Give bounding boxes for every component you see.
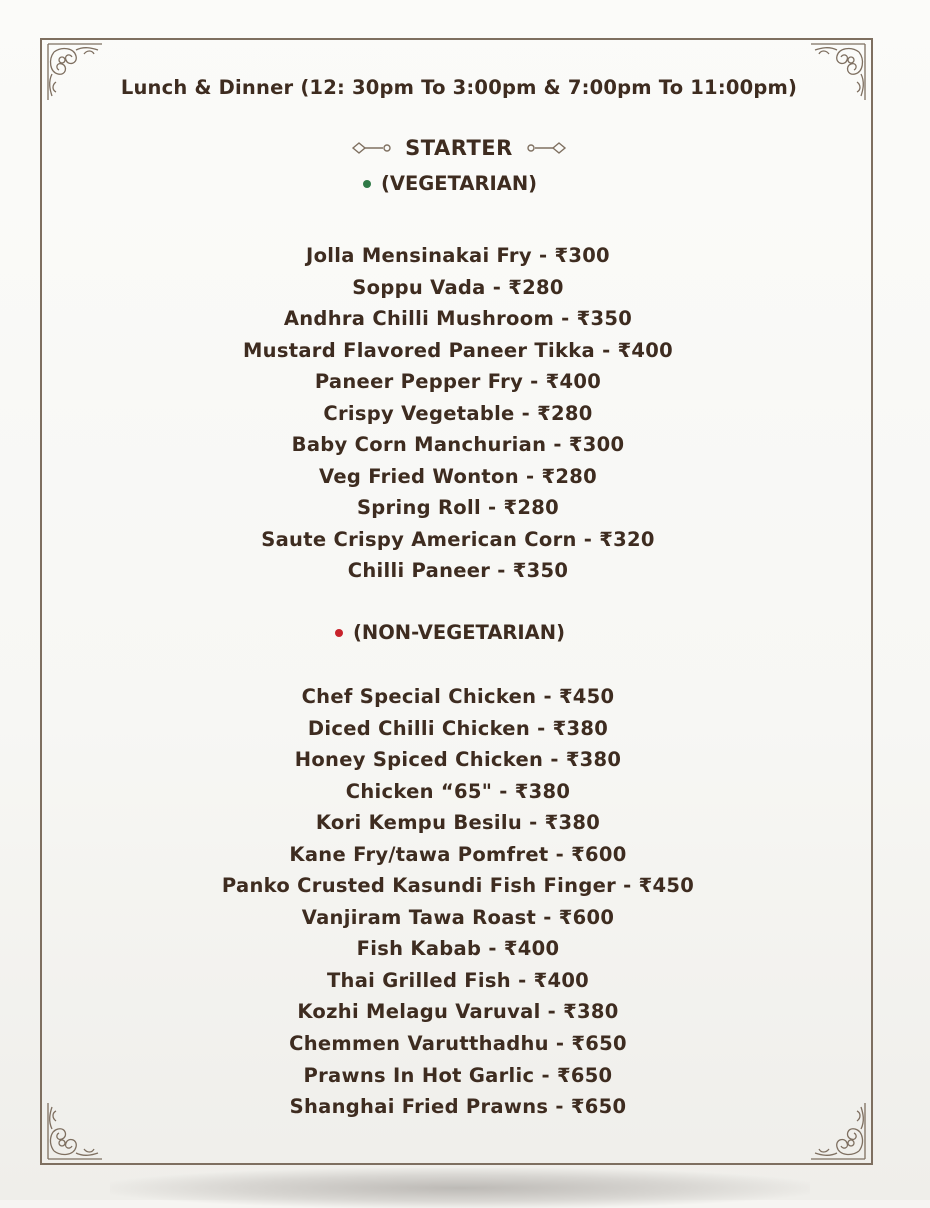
item-name: Shanghai Fried Prawns — [289, 1095, 549, 1119]
menu-item — [0, 996, 916, 1028]
menu-item — [0, 681, 916, 713]
separator: - — [518, 464, 542, 488]
separator: - — [480, 496, 504, 520]
item-name: Prawns In Hot Garlic — [303, 1063, 535, 1087]
item-price: ₹450 — [558, 685, 615, 708]
item-price: ₹280 — [537, 401, 593, 425]
separator: - — [531, 244, 555, 267]
separator: - — [536, 685, 559, 708]
item-price: ₹450 — [638, 874, 695, 898]
item-price: ₹400 — [533, 968, 590, 992]
item-name: Chemmen Varutthadhu — [289, 1032, 549, 1056]
item-name: Kori Kempu Besilu — [315, 811, 523, 835]
diamond-ornament-icon — [523, 141, 567, 155]
item-name: Veg Fried Wonton — [319, 464, 519, 488]
separator: - — [594, 338, 618, 362]
separator: - — [511, 968, 534, 992]
item-price: ₹380 — [544, 811, 601, 835]
separator: - — [522, 811, 545, 835]
section-title: STARTER — [405, 136, 513, 160]
item-price: ₹380 — [563, 1000, 619, 1024]
item-price: ₹400 — [617, 338, 674, 362]
item-price: ₹650 — [570, 1095, 627, 1119]
separator: - — [548, 1095, 571, 1119]
separator: - — [543, 748, 566, 772]
item-name: Chicken “65" — [345, 779, 493, 803]
menu-item — [0, 1060, 916, 1092]
non-vegetarian-items — [0, 681, 916, 1123]
item-price: ₹600 — [558, 905, 615, 929]
item-price: ₹400 — [545, 370, 602, 394]
separator: - — [485, 275, 509, 299]
item-price: ₹650 — [571, 1032, 627, 1056]
item-price: ₹380 — [514, 779, 571, 803]
menu-item — [0, 398, 916, 430]
category-label: (VEGETARIAN) — [380, 172, 538, 195]
separator: - — [554, 307, 577, 331]
menu-item — [0, 807, 916, 839]
menu-item — [0, 366, 916, 398]
item-name: Crispy Vegetable — [323, 401, 515, 425]
separator: - — [546, 433, 569, 457]
menu-item — [0, 713, 916, 745]
item-name: Vanjiram Tawa Roast — [301, 905, 537, 929]
separator: - — [534, 1063, 557, 1087]
item-name: Jolla Mensinakai Fry — [306, 244, 532, 267]
menu-item — [0, 555, 916, 587]
menu-item — [0, 870, 916, 902]
veg-dot-icon — [363, 180, 371, 188]
item-name: Chilli Paneer — [347, 559, 491, 583]
menu-item — [0, 461, 916, 493]
item-name: Thai Grilled Fish — [326, 968, 511, 992]
item-price: ₹350 — [576, 307, 633, 331]
diamond-ornament-icon — [351, 141, 395, 155]
separator: - — [548, 842, 572, 866]
item-price: ₹280 — [541, 464, 597, 488]
menu-item — [0, 965, 916, 997]
separator: - — [616, 874, 639, 898]
item-name: Kane Fry/tawa Pomfret — [289, 842, 549, 866]
separator: - — [514, 401, 538, 425]
item-name: Andhra Chilli Mushroom — [283, 307, 555, 331]
menu-item — [0, 429, 916, 461]
separator: - — [523, 370, 546, 394]
menu-item — [0, 524, 916, 556]
item-name: Mustard Flavored Paneer Tikka — [242, 338, 595, 362]
item-name: Fish Kabab — [356, 937, 482, 961]
non-vegetarian-heading — [0, 621, 900, 644]
section-heading — [0, 136, 918, 160]
item-price: ₹300 — [568, 433, 625, 457]
item-price: ₹280 — [508, 275, 564, 299]
item-name: Honey Spiced Chicken — [294, 748, 544, 772]
separator: - — [540, 1000, 564, 1024]
vegetarian-items — [0, 240, 916, 587]
separator: - — [492, 779, 515, 803]
background-blur — [110, 1168, 810, 1208]
item-name: Saute Crispy American Corn — [261, 527, 577, 551]
menu-item — [0, 839, 916, 871]
menu-item — [0, 902, 916, 934]
menu-item — [0, 1028, 916, 1060]
separator: - — [576, 527, 600, 551]
item-price: ₹400 — [503, 937, 560, 961]
item-price: ₹320 — [599, 527, 655, 551]
item-name: Panko Crusted Kasundi Fish Finger — [221, 874, 617, 898]
separator: - — [481, 937, 504, 961]
category-label: (NON-VEGETARIAN) — [352, 621, 565, 644]
item-name: Diced Chilli Chicken — [307, 716, 531, 740]
menu-item — [0, 776, 916, 808]
item-name: Baby Corn Manchurian — [291, 433, 547, 457]
separator: - — [490, 559, 513, 583]
item-name: Soppu Vada — [352, 275, 486, 299]
menu-item — [0, 1091, 916, 1123]
menu-item — [0, 933, 916, 965]
item-price: ₹380 — [552, 716, 609, 740]
menu-item — [0, 272, 916, 304]
item-price: ₹380 — [565, 748, 622, 772]
item-price: ₹280 — [503, 496, 560, 520]
item-name: Chef Special Chicken — [301, 685, 537, 708]
item-price: ₹350 — [512, 559, 569, 583]
menu-item — [0, 303, 916, 335]
item-name: Spring Roll — [356, 496, 481, 520]
separator: - — [530, 716, 553, 740]
menu-item — [0, 492, 916, 524]
non-veg-dot-icon — [335, 629, 343, 637]
menu-item — [0, 744, 916, 776]
menu-item — [0, 335, 916, 367]
vegetarian-heading — [0, 172, 900, 195]
item-price: ₹300 — [554, 244, 610, 267]
item-price: ₹650 — [556, 1063, 613, 1087]
service-hours: Lunch & Dinner (12: 30pm To 3:00pm & 7:00pm To 11:00pm) — [120, 76, 798, 99]
item-name: Paneer Pepper Fry — [314, 370, 524, 394]
menu-item — [0, 240, 916, 272]
separator: - — [548, 1032, 572, 1056]
item-name: Kozhi Melagu Varuval — [297, 1000, 541, 1024]
separator: - — [536, 905, 559, 929]
item-price: ₹600 — [571, 842, 627, 866]
